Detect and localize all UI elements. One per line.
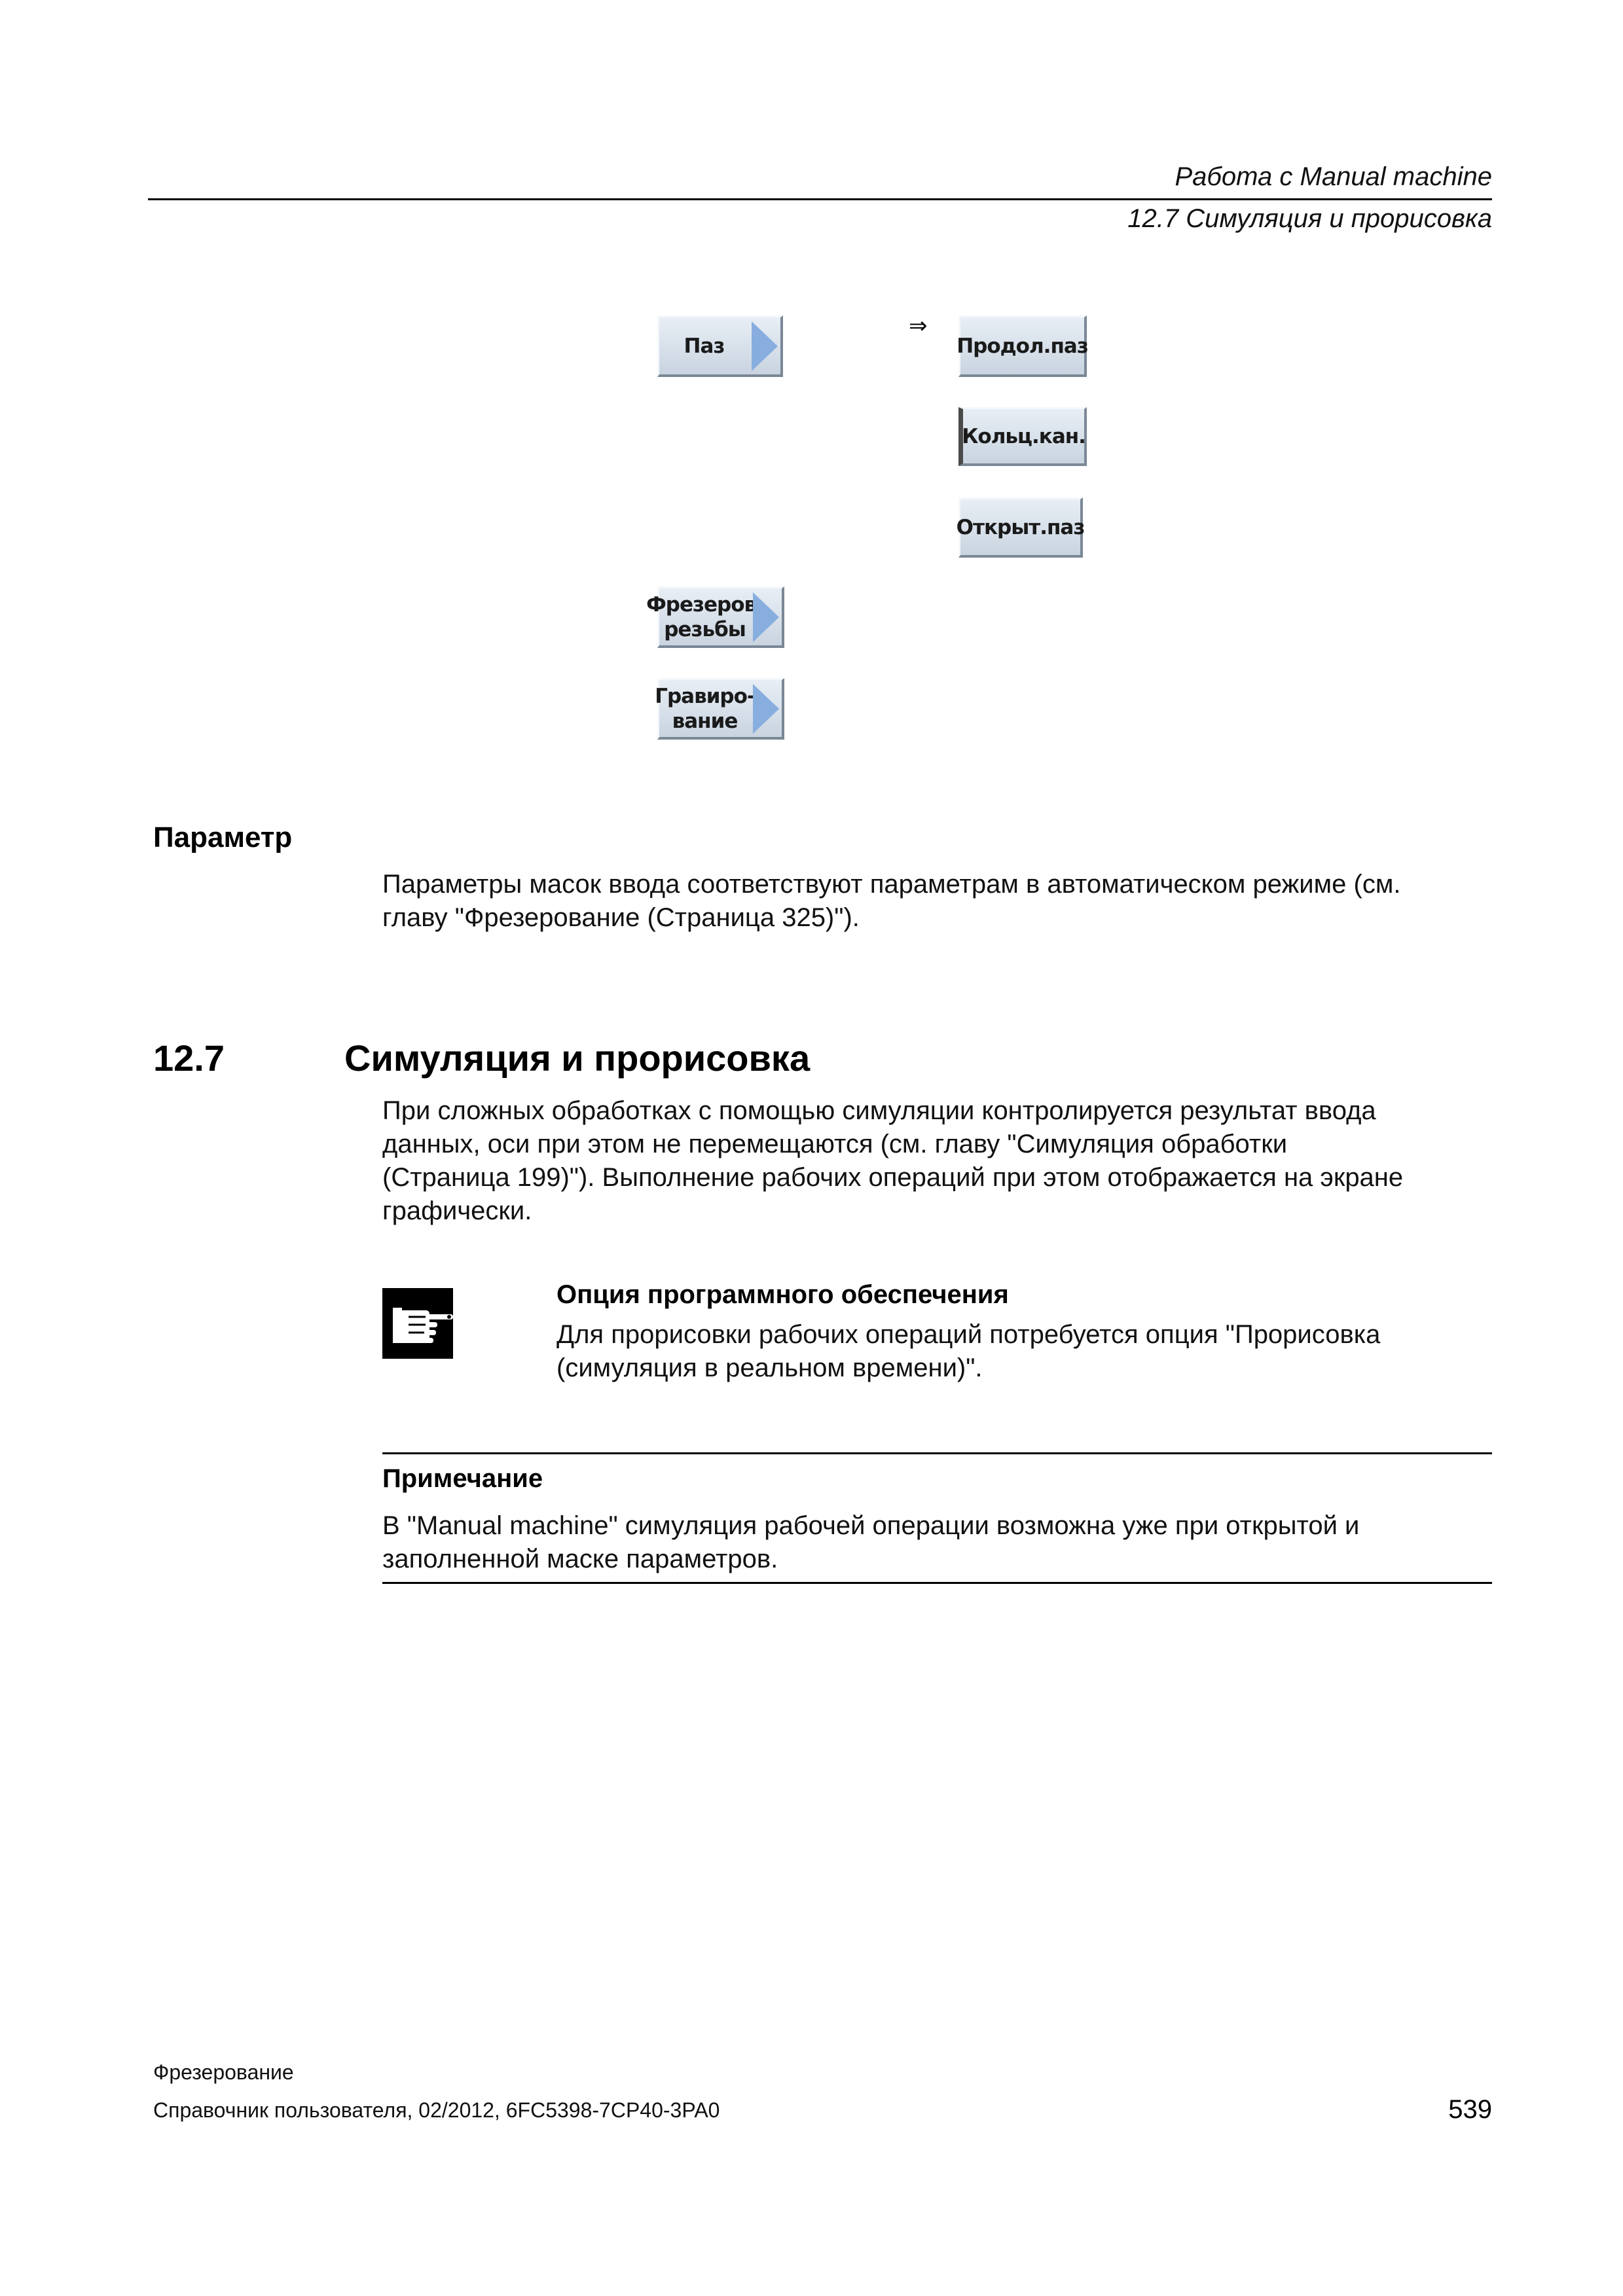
software-option-text: [556, 1318, 1380, 1385]
note-text-line: В "Manual machine" симуляция рабочей операции возможна уже при открытой и: [382, 1511, 1360, 1540]
softkey-paz[interactable]: [657, 315, 783, 377]
softkey-kolts-kan-label: Кольц.кан.: [962, 424, 1085, 448]
softkey-prodol-paz-label: Продол.паз: [957, 334, 1088, 358]
footer-book-title: Фрезерование: [153, 2060, 294, 2084]
section-paragraph-line: данных, оси при этом не перемещаются (см. главу "Симуляция обработки: [382, 1130, 1288, 1158]
parameter-text-line: главу "Фрезерование (Страница 325)").: [382, 903, 860, 932]
note-text: [382, 1509, 1359, 1576]
parameter-text: [382, 868, 1400, 935]
section-paragraph-line: При сложных обработках с помощью симуляции контролируется результат ввода: [382, 1096, 1376, 1125]
implies-arrow-icon: ⇒: [909, 313, 928, 339]
software-option-line: Для прорисовки рабочих операций потребуется опция "Прорисовка: [556, 1320, 1381, 1349]
section-number: 12.7: [153, 1037, 225, 1079]
softkey-gravir-label-2: вание: [672, 709, 738, 733]
note-heading: Примечание: [382, 1464, 543, 1493]
page-number: 539: [1448, 2095, 1492, 2124]
softkey-frezer-label-2: резьбы: [664, 617, 746, 641]
pointing-hand-icon: [382, 1288, 453, 1359]
submenu-arrow-icon: [753, 592, 779, 642]
softkey-kolts-kan[interactable]: [958, 407, 1087, 466]
note-rule-bottom: [382, 1582, 1492, 1584]
softkey-frezer-rezby[interactable]: [646, 586, 784, 648]
parameter-heading: Параметр: [153, 821, 293, 853]
softkey-otkryt-paz[interactable]: [958, 497, 1083, 558]
softkey-otkryt-paz-label: Открыт.паз: [956, 515, 1085, 539]
footer-manual-info: Справочник пользователя, 02/2012, 6FC5398-7CP40-3PA0: [153, 2098, 720, 2122]
submenu-arrow-icon: [753, 684, 779, 734]
note-rule-top: [382, 1452, 1492, 1454]
running-header-chapter: Работа с Manual machine: [1175, 162, 1492, 191]
software-option-line: (симуляция в реальном времени)".: [556, 1354, 983, 1382]
section-paragraph-line: (Страница 199)"). Выполнение рабочих операций при этом отображается на экране: [382, 1163, 1404, 1192]
header-rule: [148, 198, 1492, 200]
softkey-frezer-label-1: Фрезеров.: [646, 592, 763, 617]
software-option-heading: Опция программного обеспечения: [556, 1280, 1009, 1309]
section-title: Симуляция и прорисовка: [344, 1037, 811, 1079]
note-text-line: заполненной маске параметров.: [382, 1545, 778, 1573]
softkey-prodol-paz[interactable]: [958, 315, 1087, 377]
section-paragraph-line: графически.: [382, 1196, 532, 1225]
softkey-gravirovanie[interactable]: [657, 678, 784, 740]
parameter-text-line: Параметры масок ввода соответствуют параметрам в автоматическом режиме (см.: [382, 870, 1401, 899]
running-header-section: 12.7 Симуляция и прорисовка: [1127, 204, 1492, 233]
submenu-arrow-icon: [752, 321, 778, 371]
softkey-gravir-label-1: Гравиро-: [655, 684, 755, 708]
section-paragraph: [382, 1094, 1403, 1228]
softkey-paz-label: Паз: [684, 334, 725, 358]
